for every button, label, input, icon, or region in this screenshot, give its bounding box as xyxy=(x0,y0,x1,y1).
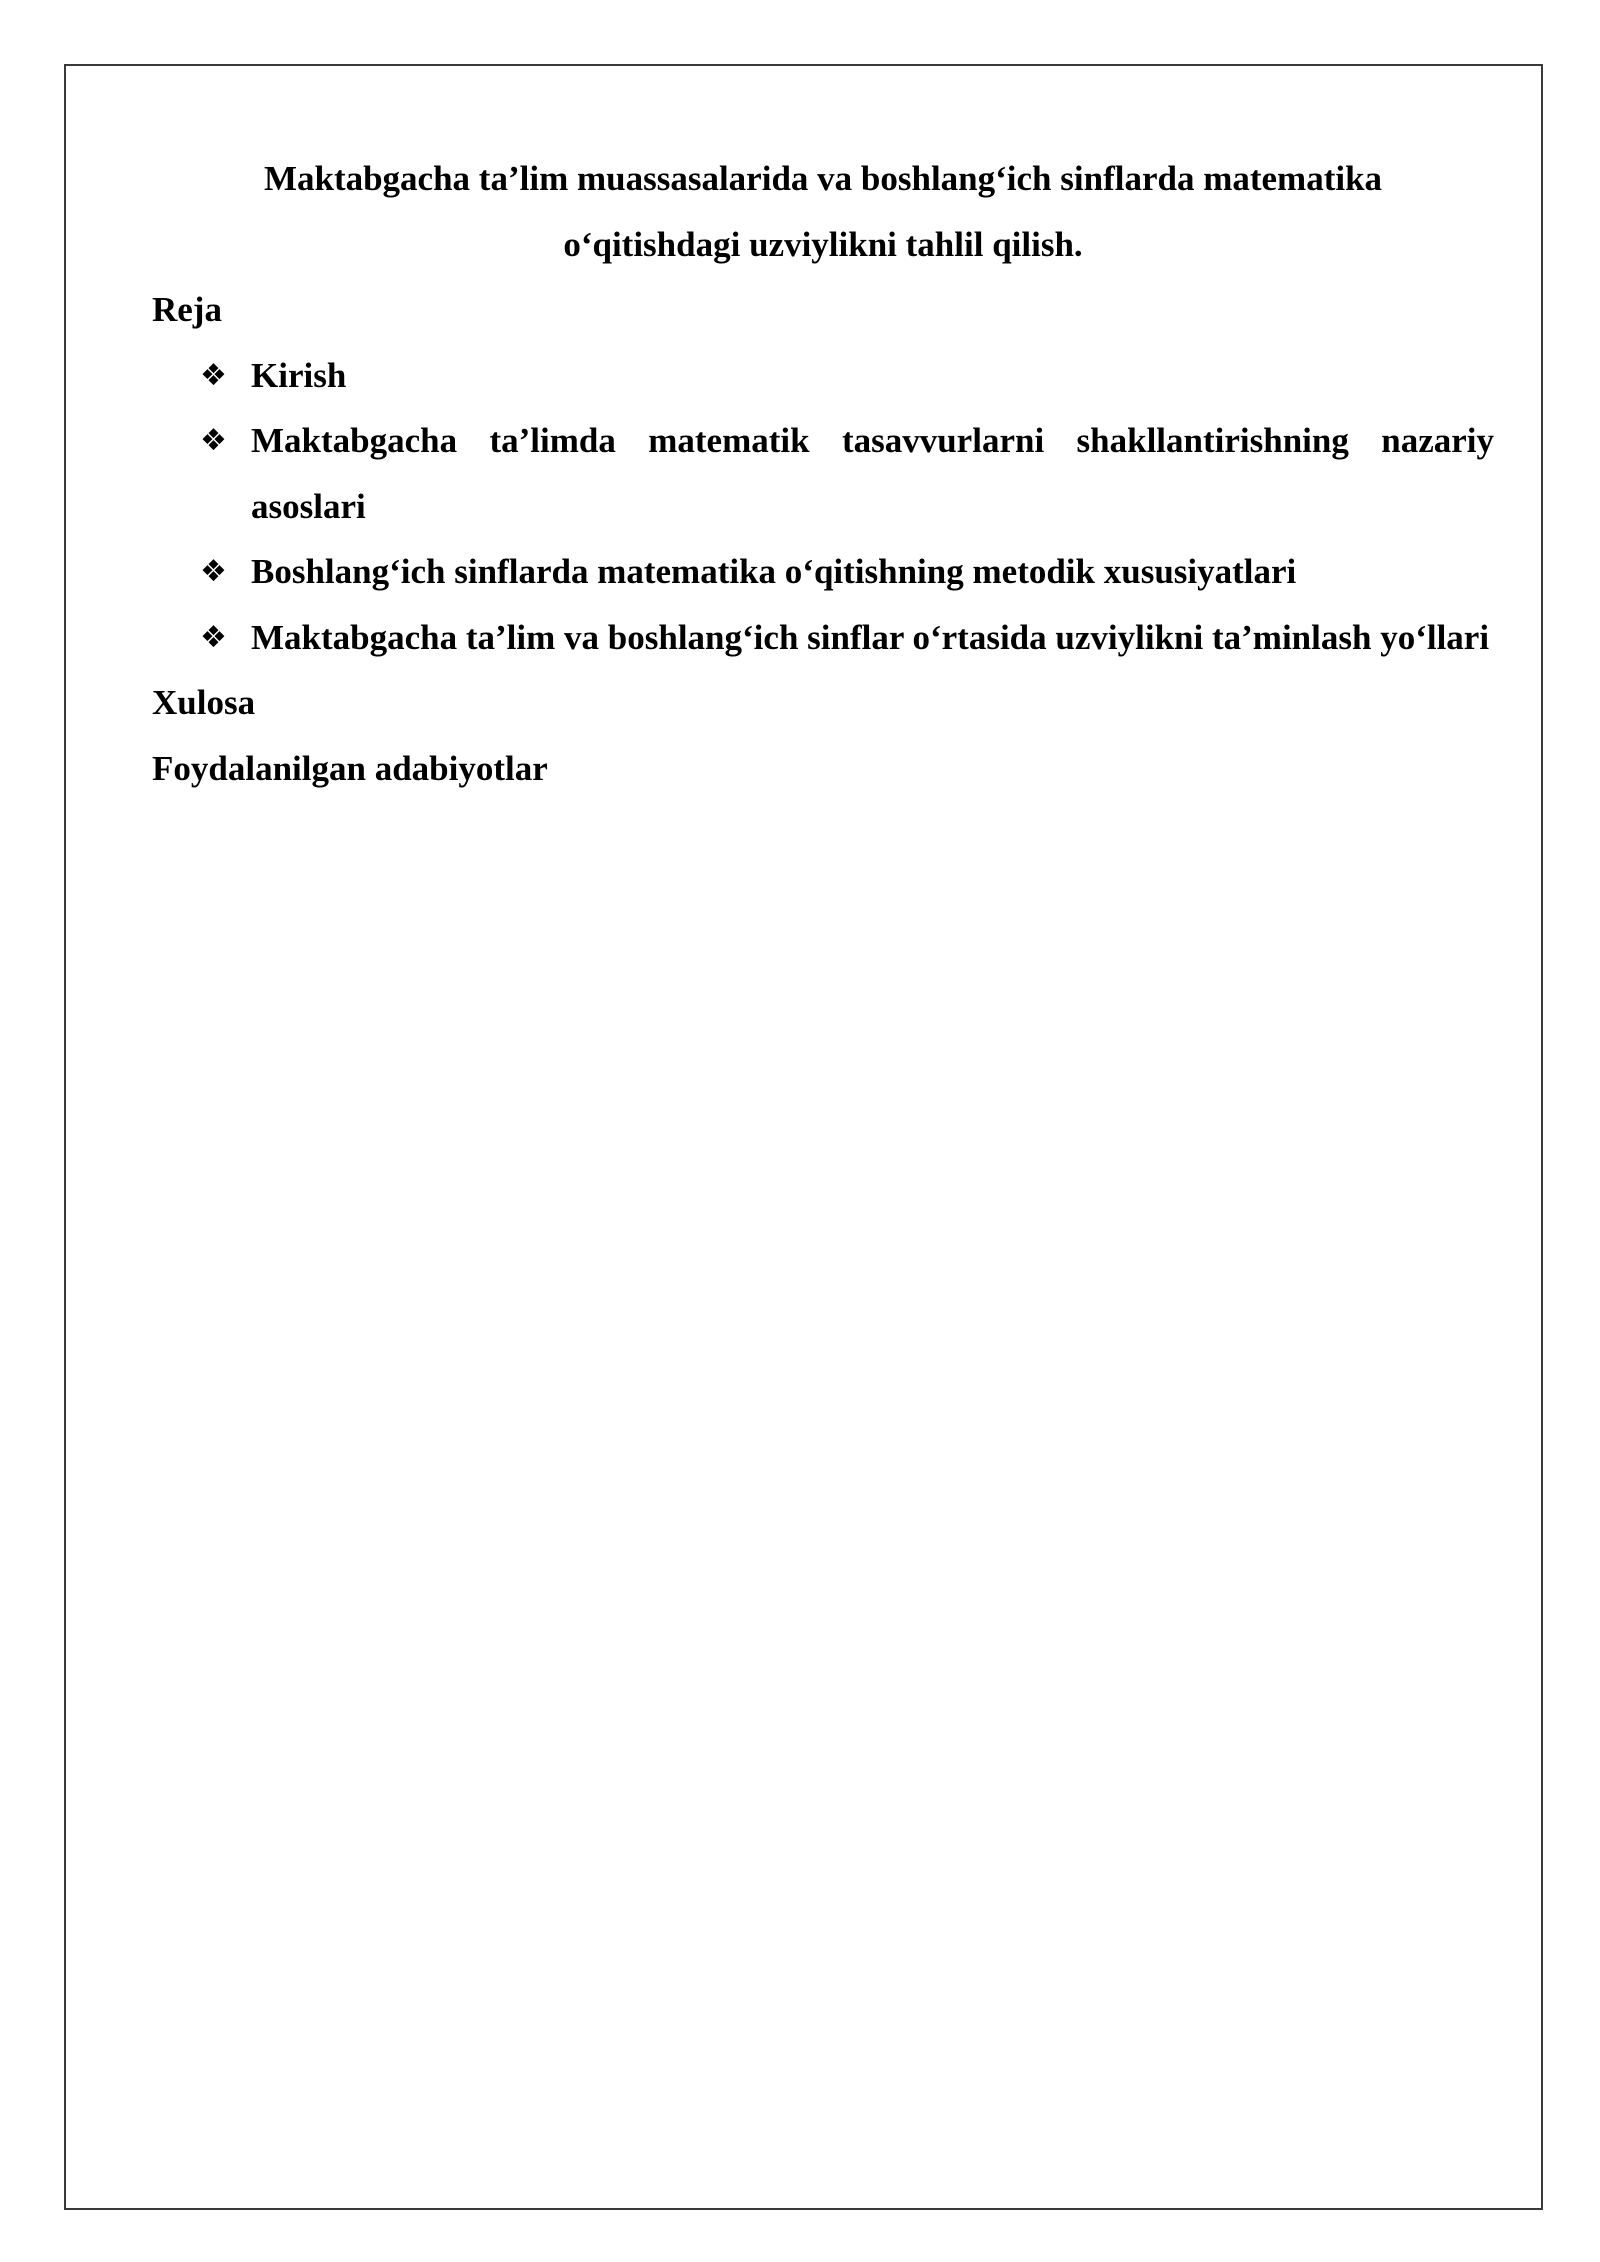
title-line-2: o‘qitishdagi uzviylikni tahlil qilish. xyxy=(563,224,1083,264)
diamond-bullet-icon: ❖ xyxy=(200,357,227,393)
plan-item xyxy=(152,605,1494,671)
references-heading: Foydalanilgan adabiyotlar xyxy=(152,748,548,788)
plan-item-text: Maktabgacha ta’lim va boshlang‘ich sinflar o‘rtasida uzviylikni ta’minlash yo‘llari xyxy=(251,617,1490,657)
diamond-bullet-icon: ❖ xyxy=(200,619,227,655)
document-body xyxy=(152,146,1494,801)
plan-item xyxy=(152,408,1494,539)
plan-item-text: Maktabgacha ta’limda matematik tasavvurlarni shakllantirishning nazariy asoslari xyxy=(251,421,1494,526)
plan-heading: Reja xyxy=(152,290,222,329)
plan-list xyxy=(152,343,1494,671)
plan-item-text: Boshlang‘ich sinflarda matematika o‘qitishning metodik xususiyatlari xyxy=(251,552,1297,591)
plan-item-text: Kirish xyxy=(251,355,347,395)
title-line-1: Maktabgacha ta’lim muassasalarida va boshlang‘ich sinflarda matematika xyxy=(263,159,1383,198)
diamond-bullet-icon: ❖ xyxy=(200,554,227,589)
conclusion-heading: Xulosa xyxy=(152,683,256,722)
plan-item xyxy=(152,539,1494,605)
diamond-bullet-icon: ❖ xyxy=(200,423,227,458)
plan-item xyxy=(152,343,1494,409)
document-title xyxy=(152,146,1494,277)
